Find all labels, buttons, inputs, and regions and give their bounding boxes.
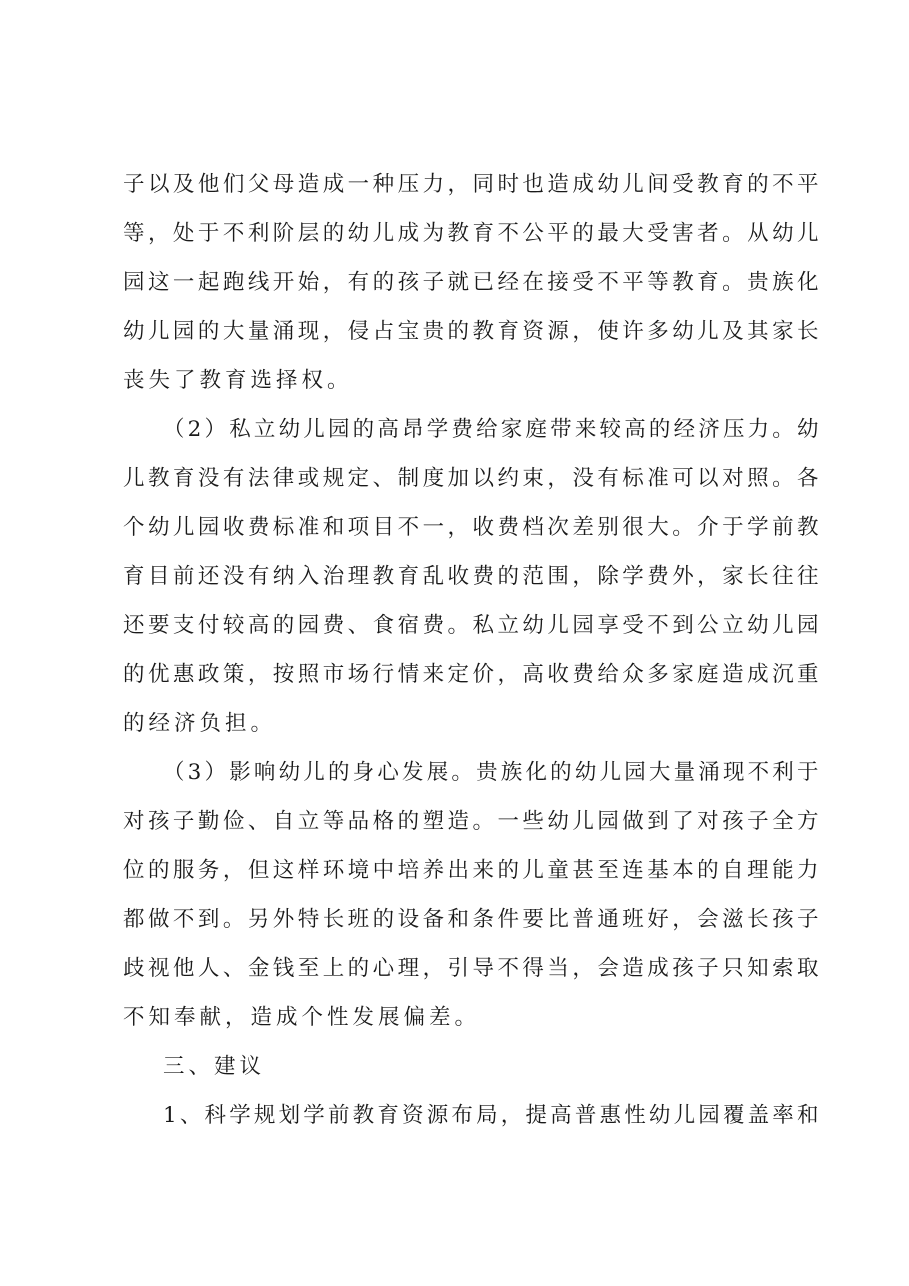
paragraph-start-line: （3）影响幼儿的身心发展。贵族化的幼儿园大量涌现不利于	[163, 760, 822, 785]
text-line: 育目前还没有纳入治理教育乱收费的范围，除学费外，家长往往	[123, 564, 823, 589]
text-line: 的优惠政策，按照市场行情来定价，高收费给众多家庭造成沉重	[123, 662, 823, 687]
text-line: 还要支付较高的园费、食宿费。私立幼儿园享受不到公立幼儿园	[123, 613, 823, 638]
text-line: 等，处于不利阶层的幼儿成为教育不公平的最大受害者。从幼儿	[123, 221, 823, 246]
section-heading: 三、建议	[163, 1054, 266, 1079]
text-line: 位的服务，但这样环境中培养出来的儿童甚至连基本的自理能力	[123, 858, 823, 883]
text-line: 都做不到。另外特长班的设备和条件要比普通班好，会滋长孩子	[123, 907, 823, 932]
paragraph-start-line: （2）私立幼儿园的高昂学费给家庭带来较高的经济压力。幼	[163, 417, 822, 442]
text-line: 歧视他人、金钱至上的心理，引导不得当，会造成孩子只知索取	[123, 956, 823, 981]
text-line: 个幼儿园收费标准和项目不一，收费档次差别很大。介于学前教	[123, 515, 823, 540]
text-line: 子以及他们父母造成一种压力，同时也造成幼儿间受教育的不平	[123, 172, 823, 197]
text-line: 幼儿园的大量涌现，侵占宝贵的教育资源，使许多幼儿及其家长	[123, 319, 823, 344]
text-line: 儿教育没有法律或规定、制度加以约束，没有标准可以对照。各	[123, 466, 823, 491]
text-line: 丧失了教育选择权。	[123, 368, 353, 393]
text-line: 园这一起跑线开始，有的孩子就已经在接受不平等教育。贵族化	[123, 270, 823, 295]
text-line: 对孩子勤俭、自立等品格的塑造。一些幼儿园做到了对孩子全方	[123, 809, 823, 834]
text-line: 不知奉献，造成个性发展偏差。	[123, 1005, 481, 1030]
paragraph-start-line: 1、科学规划学前教育资源布局，提高普惠性幼儿园覆盖率和	[163, 1103, 822, 1128]
text-line: 的经济负担。	[123, 711, 277, 736]
